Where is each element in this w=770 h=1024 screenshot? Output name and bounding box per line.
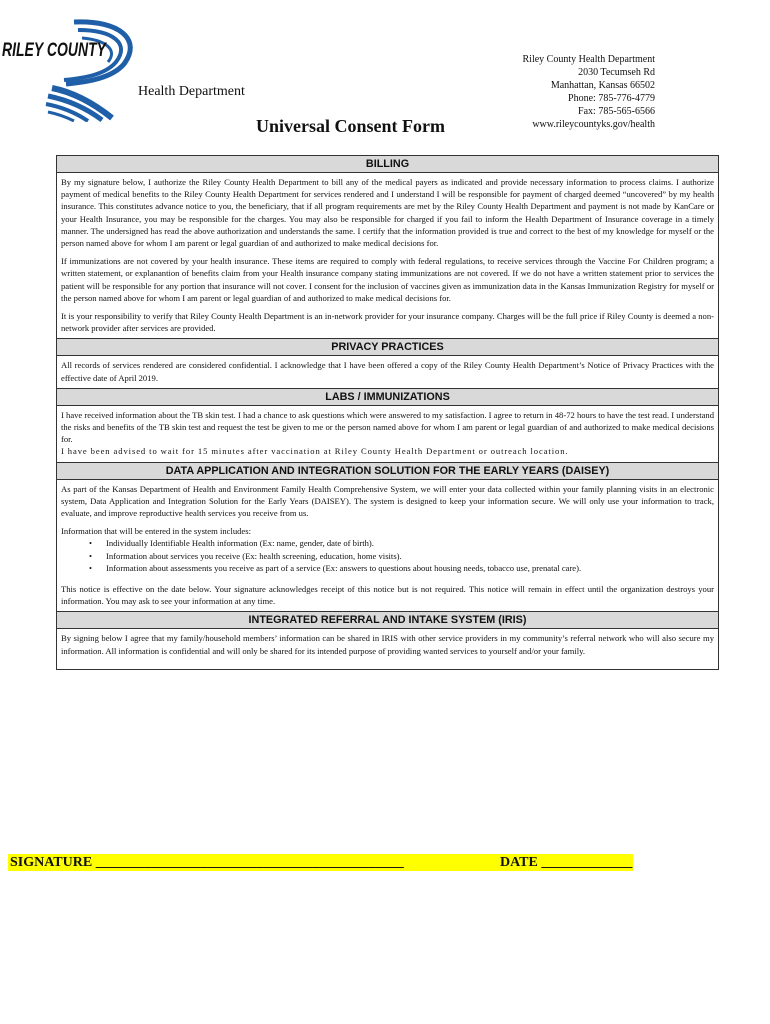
labs-wait-notice: I have been advised to wait for 15 minutes after vaccination at Riley County Health Department or outreach location. <box>61 446 569 457</box>
iris-heading: INTEGRATED REFERRAL AND INTAKE SYSTEM (IRIS) <box>57 611 718 629</box>
daisey-info-list <box>61 537 714 574</box>
list-item: • Information about assessments you receive as part of a service (Ex: answers to questions about housing needs, tobacco use, prenatal care). <box>61 562 714 574</box>
privacy-section <box>57 356 718 387</box>
daisey-section <box>57 480 718 612</box>
phone-line: Phone: 785-776-4779 <box>568 93 655 104</box>
billing-heading: BILLING <box>57 156 718 173</box>
date-field[interactable]: DATE _____________ <box>500 855 633 870</box>
daisey-list-intro: Information that will be entered in the system includes: <box>61 526 251 537</box>
list-item: • Information about services you receive (Ex: health screening, education, home visits). <box>61 550 714 562</box>
riley-county-logo <box>2 18 142 122</box>
privacy-heading: PRIVACY PRACTICES <box>57 338 718 356</box>
form-title: Universal Consent Form <box>256 116 445 136</box>
billing-paragraph: By my signature below, I authorize the Riley County Health Department to bill any of the medical payers as indicated and provide necessary information to process claims. I authorize payment of medical benefits to the Riley County Health Department for services rendered and I understand I will be responsible for payment of charged deemed “uncovered” by my health insurance. This constitutes advance notice to you, the beneficiary, that if all program requirements are met by the Riley County Health Department and payment is not made by KanCare or your Health Insurance, you may be responsible for the charges. You may also be responsible for charged if you fail to inform the Health Department of Insurance coverage in a timely manner. The undersigned has read the above authorization and understands the same. I certify that the information provided is true and correct to the best of my knowledge for myself or the person named above for whom I am parent or legal guardian of and authorized to make medical decisions for. <box>61 177 714 249</box>
billing-section <box>57 173 718 338</box>
billing-paragraph: It is your responsibility to verify that Riley County Health Department is an in-network provider for your insurance company. Charges will be the full price if Riley County is deemed a non-network provider after services are provided. <box>61 311 714 334</box>
privacy-paragraph: All records of services rendered are considered confidential. I acknowledge that I have been offered a copy of the Riley County Health Department’s Notice of Privacy Practices with the effective date of April 2019. <box>61 360 714 383</box>
address-line: Riley County Health Department <box>522 54 655 65</box>
labs-section <box>57 406 718 462</box>
department-name: Health Department <box>138 84 245 99</box>
iris-paragraph: By signing below I agree that my family/household members’ information can be shared in IRIS with other service providers in my community’s referral network who will also secure my information. All information is confidential and will only be shared for its intended purpose of providing wanted services to yourself and/or your family. <box>61 633 714 656</box>
address-line: 2030 Tecumseh Rd <box>578 67 655 78</box>
signature-bar <box>8 854 633 871</box>
labs-heading: LABS / IMMUNIZATIONS <box>57 388 718 406</box>
daisey-heading: DATA APPLICATION AND INTEGRATION SOLUTION FOR THE EARLY YEARS (DAISEY) <box>57 462 718 480</box>
website-line: www.rileycountyks.gov/health <box>532 119 655 130</box>
iris-section <box>57 629 718 668</box>
department-address <box>523 53 655 131</box>
logo-text: RILEY COUNTY <box>2 40 108 61</box>
labs-paragraph: I have received information about the TB skin test. I had a chance to ask questions which were answered to my satisfaction. I agree to return in 48-72 hours to have the test read. I understand the risks and benefits of the TB skin test and request the test be given to me or the person named above for whom I am parent or legal guardian of and authorized to make medical decisions for. <box>61 409 714 445</box>
signature-field[interactable]: SIGNATURE ____________________________________________ <box>10 855 404 870</box>
consent-form-box <box>56 155 719 670</box>
daisey-paragraph: As part of the Kansas Department of Health and Environment Family Health Comprehensive System, we will enter your data collected within your family planning visits in an electronic system, Data Application and Integration Solution for the Early Years (DAISEY). The system is designed to keep your information secure. We will only use your information to track, evaluate, and improve reproductive health services you receive from us. <box>61 483 714 519</box>
billing-paragraph: If immunizations are not covered by your health insurance. These items are required to comply with federal regulations, to receive services through the Vaccine For Children program; a written statement, or explanantion of benefits claim from your Health insurance company stating immunizations are not covered. If we do not have a written statement prior to services the patient will be responsible for any portion that insurance will not cover. I consent for the inclusion of vaccines given as immunization data in the Kansas Immunization Registry for myself or the person named above for whom I am parent or legal guardian of and authorized to make medical decisions for. <box>61 256 714 303</box>
daisey-notice: This notice is effective on the date below. Your signature acknowledges receipt of this notice but is not required. This notice will remain in effect until the organization destroys your information. You may ask to see your information at any time. <box>61 584 714 607</box>
address-line: Manhattan, Kansas 66502 <box>550 80 655 91</box>
list-item: • Individually Identifiable Health information (Ex: name, gender, date of birth). <box>61 537 714 549</box>
fax-line: Fax: 785-565-6566 <box>578 106 655 117</box>
